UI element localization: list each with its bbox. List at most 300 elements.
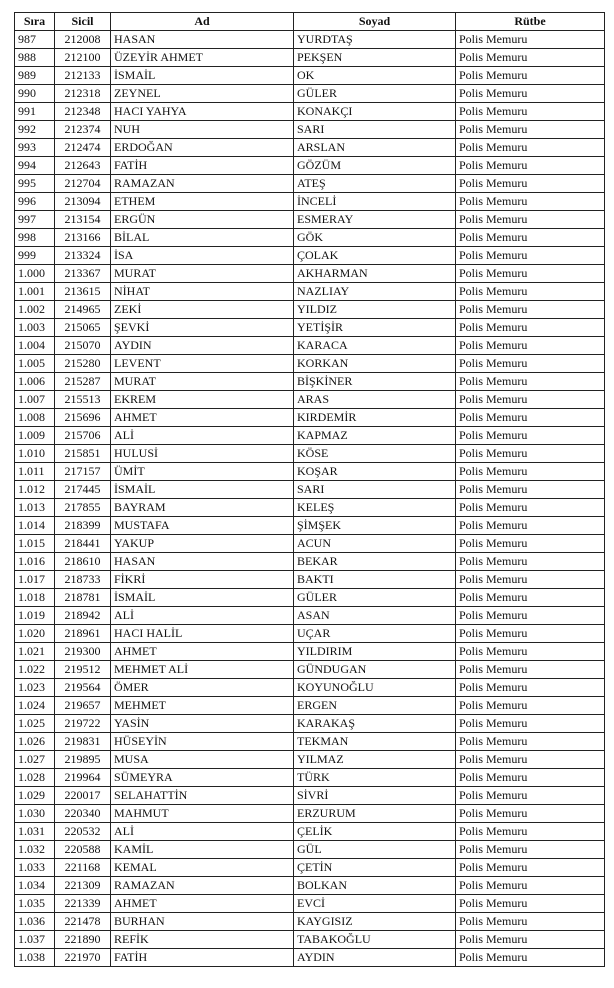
cell-ad: ÜZEYİR AHMET xyxy=(111,49,294,67)
cell-sicil: 220532 xyxy=(55,823,111,841)
cell-sicil: 218399 xyxy=(55,517,111,535)
cell-ad: HASAN xyxy=(111,553,294,571)
cell-ad: BAYRAM xyxy=(111,499,294,517)
cell-sicil: 220340 xyxy=(55,805,111,823)
table-row xyxy=(15,283,605,301)
cell-rutbe: Polis Memuru xyxy=(456,697,605,715)
cell-sira: 987 xyxy=(15,31,55,49)
cell-ad: BURHAN xyxy=(111,913,294,931)
cell-soyad: PEKŞEN xyxy=(294,49,456,67)
cell-rutbe: Polis Memuru xyxy=(456,571,605,589)
cell-ad: HASAN xyxy=(111,31,294,49)
cell-rutbe: Polis Memuru xyxy=(456,31,605,49)
cell-soyad: ESMERAY xyxy=(294,211,456,229)
table-row xyxy=(15,535,605,553)
cell-sira: 1.002 xyxy=(15,301,55,319)
cell-sira: 1.023 xyxy=(15,679,55,697)
table-row xyxy=(15,31,605,49)
cell-ad: AHMET xyxy=(111,643,294,661)
cell-soyad: ÇELİK xyxy=(294,823,456,841)
cell-soyad: ARAS xyxy=(294,391,456,409)
cell-sicil: 221970 xyxy=(55,949,111,967)
cell-sicil: 219722 xyxy=(55,715,111,733)
cell-sira: 1.010 xyxy=(15,445,55,463)
cell-soyad: KARAKAŞ xyxy=(294,715,456,733)
table-row xyxy=(15,715,605,733)
cell-soyad: KIRDEMİR xyxy=(294,409,456,427)
cell-sira: 994 xyxy=(15,157,55,175)
cell-sira: 1.009 xyxy=(15,427,55,445)
cell-ad: MUSA xyxy=(111,751,294,769)
cell-sira: 1.007 xyxy=(15,391,55,409)
cell-sicil: 212348 xyxy=(55,103,111,121)
cell-rutbe: Polis Memuru xyxy=(456,625,605,643)
table-row xyxy=(15,895,605,913)
cell-sicil: 218610 xyxy=(55,553,111,571)
cell-soyad: AYDIN xyxy=(294,949,456,967)
cell-sicil: 219657 xyxy=(55,697,111,715)
cell-sira: 1.030 xyxy=(15,805,55,823)
cell-soyad: GÜLER xyxy=(294,85,456,103)
cell-rutbe: Polis Memuru xyxy=(456,607,605,625)
table-row xyxy=(15,247,605,265)
cell-sicil: 219564 xyxy=(55,679,111,697)
cell-soyad: GÜLER xyxy=(294,589,456,607)
cell-ad: KEMAL xyxy=(111,859,294,877)
cell-rutbe: Polis Memuru xyxy=(456,859,605,877)
cell-soyad: AKHARMAN xyxy=(294,265,456,283)
cell-rutbe: Polis Memuru xyxy=(456,391,605,409)
cell-soyad: İNCELİ xyxy=(294,193,456,211)
cell-sira: 1.006 xyxy=(15,373,55,391)
cell-ad: ERGÜN xyxy=(111,211,294,229)
cell-sicil: 215851 xyxy=(55,445,111,463)
cell-sicil: 219831 xyxy=(55,733,111,751)
table-row xyxy=(15,949,605,967)
cell-ad: MEHMET ALİ xyxy=(111,661,294,679)
cell-sicil: 212100 xyxy=(55,49,111,67)
cell-rutbe: Polis Memuru xyxy=(456,589,605,607)
cell-sicil: 218942 xyxy=(55,607,111,625)
cell-rutbe: Polis Memuru xyxy=(456,211,605,229)
cell-sicil: 212643 xyxy=(55,157,111,175)
cell-rutbe: Polis Memuru xyxy=(456,409,605,427)
header-sicil: Sicil xyxy=(55,13,111,31)
cell-soyad: SARI xyxy=(294,481,456,499)
table-row xyxy=(15,175,605,193)
cell-ad: RAMAZAN xyxy=(111,175,294,193)
table-row xyxy=(15,409,605,427)
cell-rutbe: Polis Memuru xyxy=(456,229,605,247)
cell-ad: FATİH xyxy=(111,949,294,967)
cell-sira: 996 xyxy=(15,193,55,211)
cell-sicil: 215706 xyxy=(55,427,111,445)
cell-sira: 1.015 xyxy=(15,535,55,553)
cell-sira: 1.033 xyxy=(15,859,55,877)
cell-sicil: 218961 xyxy=(55,625,111,643)
cell-rutbe: Polis Memuru xyxy=(456,481,605,499)
cell-ad: SÜMEYRA xyxy=(111,769,294,787)
cell-sira: 1.032 xyxy=(15,841,55,859)
header-row xyxy=(15,13,605,31)
table-row xyxy=(15,139,605,157)
table-row xyxy=(15,319,605,337)
table-row xyxy=(15,85,605,103)
table-row xyxy=(15,571,605,589)
cell-rutbe: Polis Memuru xyxy=(456,193,605,211)
cell-ad: HACI HALİL xyxy=(111,625,294,643)
cell-sicil: 218733 xyxy=(55,571,111,589)
cell-sicil: 213367 xyxy=(55,265,111,283)
table-row xyxy=(15,607,605,625)
cell-soyad: ERZURUM xyxy=(294,805,456,823)
cell-ad: MURAT xyxy=(111,373,294,391)
cell-ad: FİKRİ xyxy=(111,571,294,589)
cell-sira: 1.028 xyxy=(15,769,55,787)
cell-rutbe: Polis Memuru xyxy=(456,67,605,85)
cell-rutbe: Polis Memuru xyxy=(456,733,605,751)
table-row xyxy=(15,499,605,517)
cell-rutbe: Polis Memuru xyxy=(456,643,605,661)
table-row xyxy=(15,553,605,571)
cell-soyad: NAZLIAY xyxy=(294,283,456,301)
cell-rutbe: Polis Memuru xyxy=(456,139,605,157)
cell-sicil: 213324 xyxy=(55,247,111,265)
cell-ad: ZEKİ xyxy=(111,301,294,319)
cell-ad: AHMET xyxy=(111,409,294,427)
table-row xyxy=(15,337,605,355)
cell-rutbe: Polis Memuru xyxy=(456,157,605,175)
personnel-list-sheet xyxy=(14,12,605,967)
cell-rutbe: Polis Memuru xyxy=(456,823,605,841)
cell-ad: MUSTAFA xyxy=(111,517,294,535)
table-row xyxy=(15,679,605,697)
cell-soyad: TABAKOĞLU xyxy=(294,931,456,949)
cell-rutbe: Polis Memuru xyxy=(456,49,605,67)
table-row xyxy=(15,445,605,463)
cell-soyad: ERGEN xyxy=(294,697,456,715)
cell-sicil: 221478 xyxy=(55,913,111,931)
cell-rutbe: Polis Memuru xyxy=(456,463,605,481)
table-row xyxy=(15,625,605,643)
cell-sira: 1.013 xyxy=(15,499,55,517)
cell-sira: 1.004 xyxy=(15,337,55,355)
table-row xyxy=(15,643,605,661)
cell-ad: İSA xyxy=(111,247,294,265)
cell-sicil: 219895 xyxy=(55,751,111,769)
cell-ad: AHMET xyxy=(111,895,294,913)
cell-sira: 1.031 xyxy=(15,823,55,841)
cell-sicil: 221339 xyxy=(55,895,111,913)
cell-soyad: GÜL xyxy=(294,841,456,859)
cell-sicil: 215065 xyxy=(55,319,111,337)
cell-rutbe: Polis Memuru xyxy=(456,337,605,355)
cell-ad: HÜSEYİN xyxy=(111,733,294,751)
cell-ad: BİLAL xyxy=(111,229,294,247)
cell-sicil: 220017 xyxy=(55,787,111,805)
cell-ad: İSMAİL xyxy=(111,589,294,607)
cell-soyad: ÇOLAK xyxy=(294,247,456,265)
cell-rutbe: Polis Memuru xyxy=(456,535,605,553)
table-row xyxy=(15,733,605,751)
cell-ad: ÖMER xyxy=(111,679,294,697)
cell-sira: 999 xyxy=(15,247,55,265)
cell-rutbe: Polis Memuru xyxy=(456,787,605,805)
cell-soyad: GÖZÜM xyxy=(294,157,456,175)
cell-rutbe: Polis Memuru xyxy=(456,661,605,679)
header-soyad: Soyad xyxy=(294,13,456,31)
cell-soyad: EVCİ xyxy=(294,895,456,913)
table-row xyxy=(15,427,605,445)
cell-soyad: ACUN xyxy=(294,535,456,553)
cell-sicil: 215280 xyxy=(55,355,111,373)
cell-soyad: BOLKAN xyxy=(294,877,456,895)
cell-ad: NUH xyxy=(111,121,294,139)
cell-sicil: 215696 xyxy=(55,409,111,427)
cell-ad: ERDOĞAN xyxy=(111,139,294,157)
cell-ad: EKREM xyxy=(111,391,294,409)
cell-rutbe: Polis Memuru xyxy=(456,913,605,931)
cell-ad: MURAT xyxy=(111,265,294,283)
cell-sicil: 212133 xyxy=(55,67,111,85)
table-row xyxy=(15,67,605,85)
cell-ad: MEHMET xyxy=(111,697,294,715)
table-row xyxy=(15,769,605,787)
cell-ad: MAHMUT xyxy=(111,805,294,823)
cell-sira: 988 xyxy=(15,49,55,67)
cell-ad: KAMİL xyxy=(111,841,294,859)
cell-sicil: 221890 xyxy=(55,931,111,949)
cell-ad: HACI YAHYA xyxy=(111,103,294,121)
cell-soyad: KOŞAR xyxy=(294,463,456,481)
cell-soyad: YILDIZ xyxy=(294,301,456,319)
cell-soyad: YETİŞİR xyxy=(294,319,456,337)
table-row xyxy=(15,661,605,679)
table-row xyxy=(15,157,605,175)
cell-sicil: 213154 xyxy=(55,211,111,229)
cell-sicil: 218781 xyxy=(55,589,111,607)
cell-soyad: KAYGISIZ xyxy=(294,913,456,931)
cell-rutbe: Polis Memuru xyxy=(456,841,605,859)
header-rutbe: Rütbe xyxy=(456,13,605,31)
cell-soyad: YILDIRIM xyxy=(294,643,456,661)
cell-ad: FATİH xyxy=(111,157,294,175)
cell-ad: AYDIN xyxy=(111,337,294,355)
table-row xyxy=(15,463,605,481)
cell-sicil: 220588 xyxy=(55,841,111,859)
cell-rutbe: Polis Memuru xyxy=(456,949,605,967)
table-row xyxy=(15,301,605,319)
cell-sicil: 219964 xyxy=(55,769,111,787)
cell-sira: 1.024 xyxy=(15,697,55,715)
cell-soyad: BAKTI xyxy=(294,571,456,589)
cell-sicil: 217445 xyxy=(55,481,111,499)
cell-rutbe: Polis Memuru xyxy=(456,355,605,373)
cell-rutbe: Polis Memuru xyxy=(456,427,605,445)
cell-rutbe: Polis Memuru xyxy=(456,895,605,913)
cell-sira: 1.014 xyxy=(15,517,55,535)
table-row xyxy=(15,103,605,121)
table-row xyxy=(15,931,605,949)
cell-soyad: TEKMAN xyxy=(294,733,456,751)
cell-soyad: UÇAR xyxy=(294,625,456,643)
cell-sira: 990 xyxy=(15,85,55,103)
cell-soyad: BEKAR xyxy=(294,553,456,571)
cell-soyad: KONAKÇI xyxy=(294,103,456,121)
table-row xyxy=(15,49,605,67)
cell-rutbe: Polis Memuru xyxy=(456,499,605,517)
cell-ad: NİHAT xyxy=(111,283,294,301)
cell-sicil: 219512 xyxy=(55,661,111,679)
cell-sira: 1.017 xyxy=(15,571,55,589)
cell-soyad: KAPMAZ xyxy=(294,427,456,445)
cell-soyad: KELEŞ xyxy=(294,499,456,517)
cell-sicil: 213094 xyxy=(55,193,111,211)
table-row xyxy=(15,589,605,607)
cell-ad: ÜMİT xyxy=(111,463,294,481)
cell-ad: YASİN xyxy=(111,715,294,733)
cell-sira: 1.029 xyxy=(15,787,55,805)
cell-sira: 1.012 xyxy=(15,481,55,499)
cell-sira: 993 xyxy=(15,139,55,157)
cell-rutbe: Polis Memuru xyxy=(456,715,605,733)
cell-rutbe: Polis Memuru xyxy=(456,769,605,787)
cell-soyad: ATEŞ xyxy=(294,175,456,193)
cell-rutbe: Polis Memuru xyxy=(456,373,605,391)
header-ad: Ad xyxy=(111,13,294,31)
table-row xyxy=(15,211,605,229)
table-row xyxy=(15,841,605,859)
table-row xyxy=(15,913,605,931)
table-row xyxy=(15,805,605,823)
cell-sicil: 212008 xyxy=(55,31,111,49)
cell-sira: 1.034 xyxy=(15,877,55,895)
cell-sira: 1.038 xyxy=(15,949,55,967)
cell-soyad: GÖK xyxy=(294,229,456,247)
cell-soyad: YILMAZ xyxy=(294,751,456,769)
cell-soyad: GÜNDUGAN xyxy=(294,661,456,679)
cell-sira: 991 xyxy=(15,103,55,121)
cell-soyad: KORKAN xyxy=(294,355,456,373)
cell-ad: SELAHATTİN xyxy=(111,787,294,805)
cell-soyad: OK xyxy=(294,67,456,85)
cell-rutbe: Polis Memuru xyxy=(456,517,605,535)
table-row xyxy=(15,373,605,391)
table-row xyxy=(15,823,605,841)
cell-ad: ALİ xyxy=(111,823,294,841)
table-row xyxy=(15,391,605,409)
cell-rutbe: Polis Memuru xyxy=(456,283,605,301)
cell-soyad: ARSLAN xyxy=(294,139,456,157)
cell-ad: YAKUP xyxy=(111,535,294,553)
cell-ad: ALİ xyxy=(111,427,294,445)
cell-sicil: 213166 xyxy=(55,229,111,247)
cell-rutbe: Polis Memuru xyxy=(456,301,605,319)
cell-sira: 1.021 xyxy=(15,643,55,661)
cell-sira: 1.020 xyxy=(15,625,55,643)
personnel-table xyxy=(14,12,605,967)
cell-sira: 1.000 xyxy=(15,265,55,283)
cell-ad: REFİK xyxy=(111,931,294,949)
table-row xyxy=(15,193,605,211)
cell-sicil: 217855 xyxy=(55,499,111,517)
cell-sira: 1.037 xyxy=(15,931,55,949)
header-sira: Sıra xyxy=(15,13,55,31)
cell-soyad: SİVRİ xyxy=(294,787,456,805)
cell-soyad: KARACA xyxy=(294,337,456,355)
cell-rutbe: Polis Memuru xyxy=(456,319,605,337)
cell-rutbe: Polis Memuru xyxy=(456,85,605,103)
cell-sira: 1.005 xyxy=(15,355,55,373)
cell-ad: İSMAİL xyxy=(111,481,294,499)
cell-sicil: 212318 xyxy=(55,85,111,103)
cell-rutbe: Polis Memuru xyxy=(456,445,605,463)
cell-ad: RAMAZAN xyxy=(111,877,294,895)
cell-sira: 1.008 xyxy=(15,409,55,427)
table-row xyxy=(15,751,605,769)
cell-ad: LEVENT xyxy=(111,355,294,373)
cell-soyad: KOYUNOĞLU xyxy=(294,679,456,697)
cell-sicil: 218441 xyxy=(55,535,111,553)
table-row xyxy=(15,517,605,535)
cell-sicil: 215287 xyxy=(55,373,111,391)
cell-ad: ZEYNEL xyxy=(111,85,294,103)
cell-sira: 1.027 xyxy=(15,751,55,769)
cell-ad: ALİ xyxy=(111,607,294,625)
table-row xyxy=(15,697,605,715)
cell-soyad: ÇETİN xyxy=(294,859,456,877)
cell-rutbe: Polis Memuru xyxy=(456,877,605,895)
cell-soyad: SARI xyxy=(294,121,456,139)
cell-sira: 1.016 xyxy=(15,553,55,571)
cell-sicil: 212474 xyxy=(55,139,111,157)
cell-sira: 1.025 xyxy=(15,715,55,733)
cell-sira: 1.018 xyxy=(15,589,55,607)
cell-ad: HULUSİ xyxy=(111,445,294,463)
cell-ad: ŞEVKİ xyxy=(111,319,294,337)
cell-sicil: 212704 xyxy=(55,175,111,193)
cell-soyad: BİŞKİNER xyxy=(294,373,456,391)
cell-soyad: TÜRK xyxy=(294,769,456,787)
cell-soyad: ASAN xyxy=(294,607,456,625)
cell-rutbe: Polis Memuru xyxy=(456,175,605,193)
cell-rutbe: Polis Memuru xyxy=(456,805,605,823)
cell-sicil: 217157 xyxy=(55,463,111,481)
cell-rutbe: Polis Memuru xyxy=(456,247,605,265)
cell-ad: İSMAİL xyxy=(111,67,294,85)
table-row xyxy=(15,355,605,373)
cell-sira: 1.011 xyxy=(15,463,55,481)
cell-sicil: 221309 xyxy=(55,877,111,895)
cell-rutbe: Polis Memuru xyxy=(456,751,605,769)
cell-rutbe: Polis Memuru xyxy=(456,931,605,949)
cell-rutbe: Polis Memuru xyxy=(456,553,605,571)
cell-sira: 1.026 xyxy=(15,733,55,751)
cell-sira: 1.003 xyxy=(15,319,55,337)
cell-sicil: 221168 xyxy=(55,859,111,877)
table-row xyxy=(15,787,605,805)
cell-rutbe: Polis Memuru xyxy=(456,265,605,283)
cell-rutbe: Polis Memuru xyxy=(456,679,605,697)
table-row xyxy=(15,265,605,283)
table-row xyxy=(15,229,605,247)
cell-ad: ETHEM xyxy=(111,193,294,211)
cell-sicil: 212374 xyxy=(55,121,111,139)
cell-sira: 1.035 xyxy=(15,895,55,913)
table-header xyxy=(15,13,605,31)
cell-sira: 1.019 xyxy=(15,607,55,625)
cell-sira: 997 xyxy=(15,211,55,229)
